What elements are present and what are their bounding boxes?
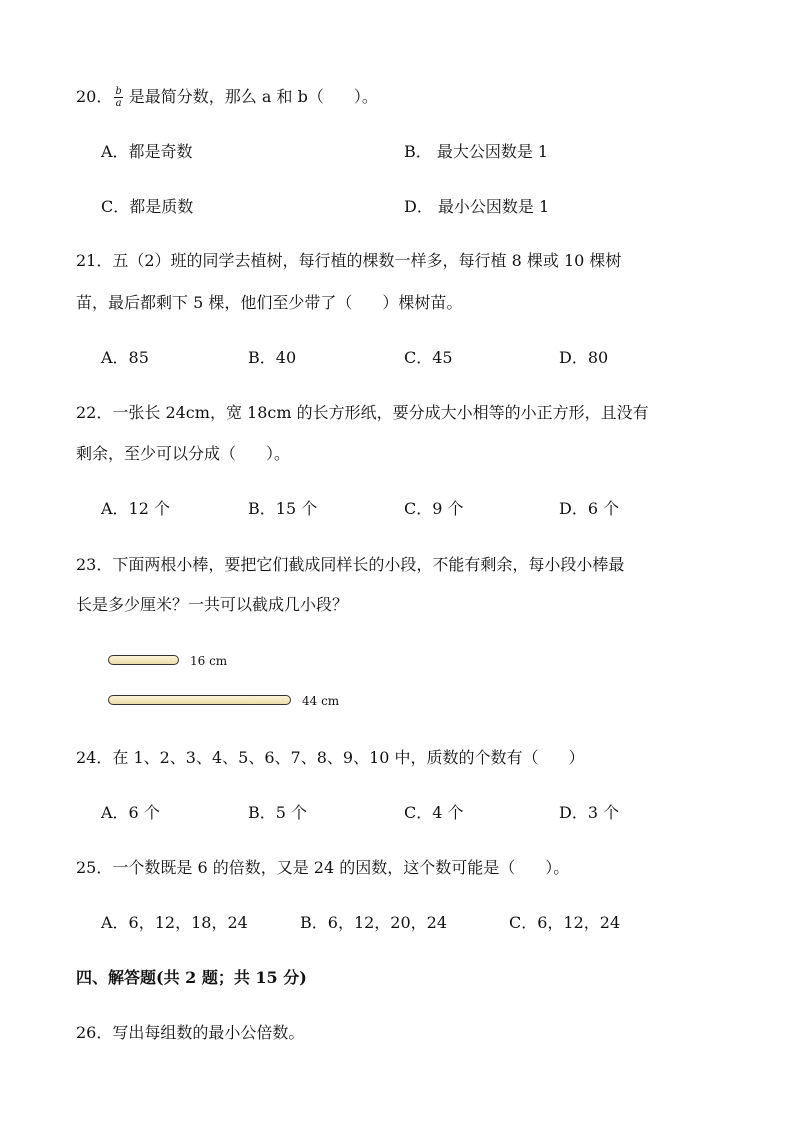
q21-stem-line2-end: ）棵树苗。: [382, 293, 463, 312]
q24-option-d: D．3 个: [559, 803, 620, 822]
q20-fraction-numerator: b: [115, 86, 122, 97]
q21-stem-line1: 21．五（2）班的同学去植树，每行植的棵数一样多，每行植 8 棵或 10 棵树: [76, 251, 622, 270]
q20-option-b: B． 最大公因数是 1: [404, 142, 549, 161]
q23-stem-line2: 长是多少厘米？一共可以截成几小段？: [76, 595, 349, 614]
section-4-heading: 四、解答题(共 2 题；共 15 分): [76, 968, 307, 987]
q20-option-d: D． 最小公因数是 1: [404, 197, 550, 216]
q24-option-a: A．6 个: [101, 803, 160, 822]
q20-option-a: A．都是奇数: [101, 142, 193, 161]
q20-fraction: [114, 86, 122, 109]
q20-number: 20．: [76, 87, 113, 106]
q25-option-b: B．6，12，20，24: [300, 913, 448, 932]
q21-option-c: C．45: [404, 348, 453, 367]
q21-option-b: B．40: [248, 348, 297, 367]
q20-option-c: C．都是质数: [101, 197, 194, 216]
q22-stem-line1: 22．一张长 24cm，宽 18cm 的长方形纸，要分成大小相等的小正方形，且没有: [76, 403, 649, 422]
q24-stem-end: ）: [568, 748, 585, 767]
q24-option-c: C．4 个: [404, 803, 464, 822]
q21-stem-line2: [76, 292, 462, 314]
q22-option-a: A．12 个: [101, 499, 171, 518]
q22-stem-line2-text: 剩余，至少可以分成（: [76, 444, 237, 463]
q22-option-b: B．15 个: [248, 499, 318, 518]
q23-stem-line1: 23．下面两根小棒，要把它们截成同样长的小段，不能有剩余，每小段小棒最: [76, 555, 625, 574]
q25-option-c: C．6，12，24: [509, 913, 621, 932]
short-stick-image: [108, 655, 179, 665]
q25-stem-end: ）。: [545, 858, 570, 877]
q26-stem: 26．写出每组数的最小公倍数。: [76, 1023, 305, 1042]
q20-stem: [76, 86, 378, 109]
q22-stem-line2: [76, 443, 290, 465]
q22-option-d: D．6 个: [559, 499, 620, 518]
q20-fraction-denominator: a: [115, 98, 122, 109]
q24-option-b: B．5 个: [248, 803, 308, 822]
q24-stem: [76, 747, 585, 769]
q25-stem-text: 25．一个数既是 6 的倍数，又是 24 的因数，这个数可能是（: [76, 858, 516, 877]
q22-stem-line2-end: ）。: [266, 444, 291, 463]
long-stick-image: [108, 695, 291, 705]
q21-option-a: A．85: [101, 348, 149, 367]
q24-stem-text: 24．在 1、2、3、4、5、6、7、8、9、10 中，质数的个数有（: [76, 748, 539, 767]
q21-option-d: D．80: [559, 348, 609, 367]
q20-stem-end: ）。: [353, 87, 378, 106]
q22-option-c: C．9 个: [404, 499, 464, 518]
short-stick-label: 16 cm: [190, 654, 228, 668]
q21-stem-line2-text: 苗，最后都剩下 5 棵，他们至少带了（: [76, 293, 353, 312]
q25-option-a: A．6，12，18，24: [101, 913, 248, 932]
q25-stem: [76, 857, 569, 879]
q20-stem-text: 是最简分数，那么 a 和 b（: [128, 87, 324, 106]
long-stick-label: 44 cm: [302, 694, 340, 708]
